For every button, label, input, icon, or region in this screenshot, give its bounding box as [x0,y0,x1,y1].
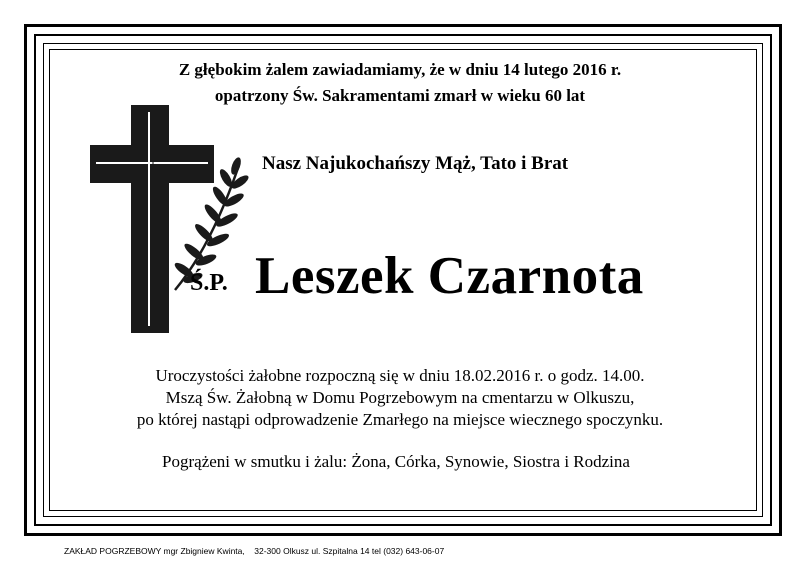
name-prefix: Ś.P. [190,270,228,296]
ceremony-line-3: po której nastąpi odprowadzenie Zmarłego na miejsce wiecznego spoczynku. [136,410,664,429]
ceremony-line-1: Uroczystości żałobne rozpoczną się w dniu 18.02.2016 r. o godz. 14.00. [155,366,645,385]
epithet: Nasz Najukochańszy Mąż, Tato i Brat [262,153,569,174]
cross-with-palm-branch-icon [80,100,260,340]
deceased-name: Leszek Czarnota [255,247,644,305]
footer-company: ZAKŁAD POGRZEBOWY mgr Zbigniew Kwinta, [64,546,245,556]
cross-icon [90,105,214,333]
funeral-home-footer [64,546,444,556]
mourners-line: Pogrążeni w smutku i żalu: Żona, Córka, Synowie, Siostra i Rodzina [162,452,630,471]
intro-line-1: Z głębokim żalem zawiadamiamy, że w dniu 14 lutego 2016 r. [178,60,622,79]
ceremony-line-2: Mszą Św. Żałobną w Domu Pogrzebowym na cmentarzu w Olkuszu, [165,388,635,407]
intro-line-2: opatrzony Św. Sakramentami zmarł w wieku 60 lat [214,86,586,105]
footer-address: 32-300 Olkusz ul. Szpitalna 14 tel (032) 643-06-07 [254,546,445,556]
